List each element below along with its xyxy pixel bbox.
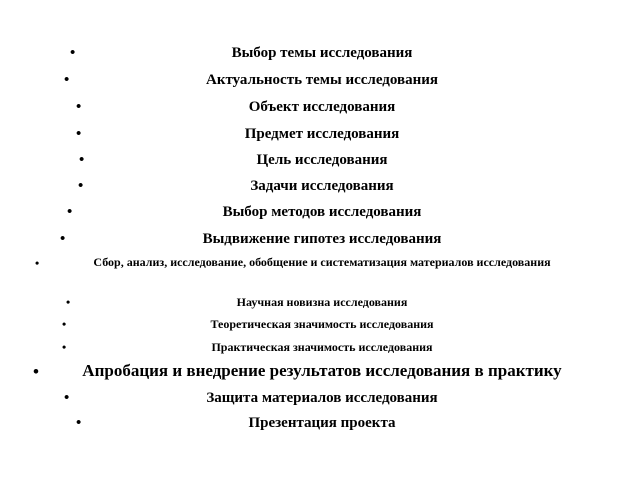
list-item-presentation <box>0 414 640 434</box>
bullet-icon: • <box>66 295 71 309</box>
bullet-icon: • <box>33 362 39 381</box>
list-item-tasks <box>0 177 640 197</box>
list-item-text: Предмет исследования <box>244 126 400 142</box>
list-item-text: Выбор методов исследования <box>222 204 422 220</box>
list-item-hypotheses <box>0 230 640 250</box>
bullet-icon: • <box>64 390 70 406</box>
list-item-novelty <box>0 295 640 311</box>
list-item-approbation <box>0 361 640 383</box>
bullet-icon: • <box>60 231 66 247</box>
list-item-defense <box>0 389 640 409</box>
list-item-goal <box>0 151 640 171</box>
bullet-icon: • <box>62 340 67 354</box>
list-item-text: Актуальность темы исследования <box>205 72 439 88</box>
list-item-text: Теоретическая значимость исследования <box>210 317 434 331</box>
bullet-icon: • <box>67 204 73 220</box>
list-item-text: Защита материалов исследования <box>206 390 438 406</box>
bullet-icon: • <box>78 178 84 194</box>
list-item-text: Задачи исследования <box>250 178 394 194</box>
list-item-text: Научная новизна исследования <box>236 295 408 309</box>
list-item-collection-analysis <box>0 255 640 289</box>
list-item-methods <box>0 203 640 223</box>
list-item-text: Сбор, анализ, исследование, обобщение и систематизация материалов исследования <box>93 255 551 269</box>
bullet-icon: • <box>76 99 82 115</box>
bullet-icon: • <box>35 256 40 270</box>
list-item-relevance <box>0 71 640 91</box>
bullet-icon: • <box>62 317 67 331</box>
bullet-icon: • <box>70 45 76 61</box>
bullet-icon: • <box>64 72 70 88</box>
list-item-subject <box>0 125 640 145</box>
list-item-text: Выдвижение гипотез исследования <box>202 231 442 247</box>
list-item-text: Презентация проекта <box>248 415 396 431</box>
list-item-text: Апробация и внедрение результатов исследования в практику <box>82 361 562 380</box>
list-item-topic-choice <box>0 44 640 64</box>
list-item-text: Выбор темы исследования <box>231 45 413 61</box>
list-item-object <box>0 98 640 118</box>
list-item-text: Объект исследования <box>248 99 396 115</box>
list-item-text: Практическая значимость исследования <box>211 340 433 354</box>
bullet-icon: • <box>76 415 82 431</box>
bullet-icon: • <box>79 152 85 168</box>
bullet-icon: • <box>76 126 82 142</box>
list-item-text: Цель исследования <box>256 152 388 168</box>
list-item-practical <box>0 340 640 356</box>
list-item-theoretical <box>0 317 640 333</box>
